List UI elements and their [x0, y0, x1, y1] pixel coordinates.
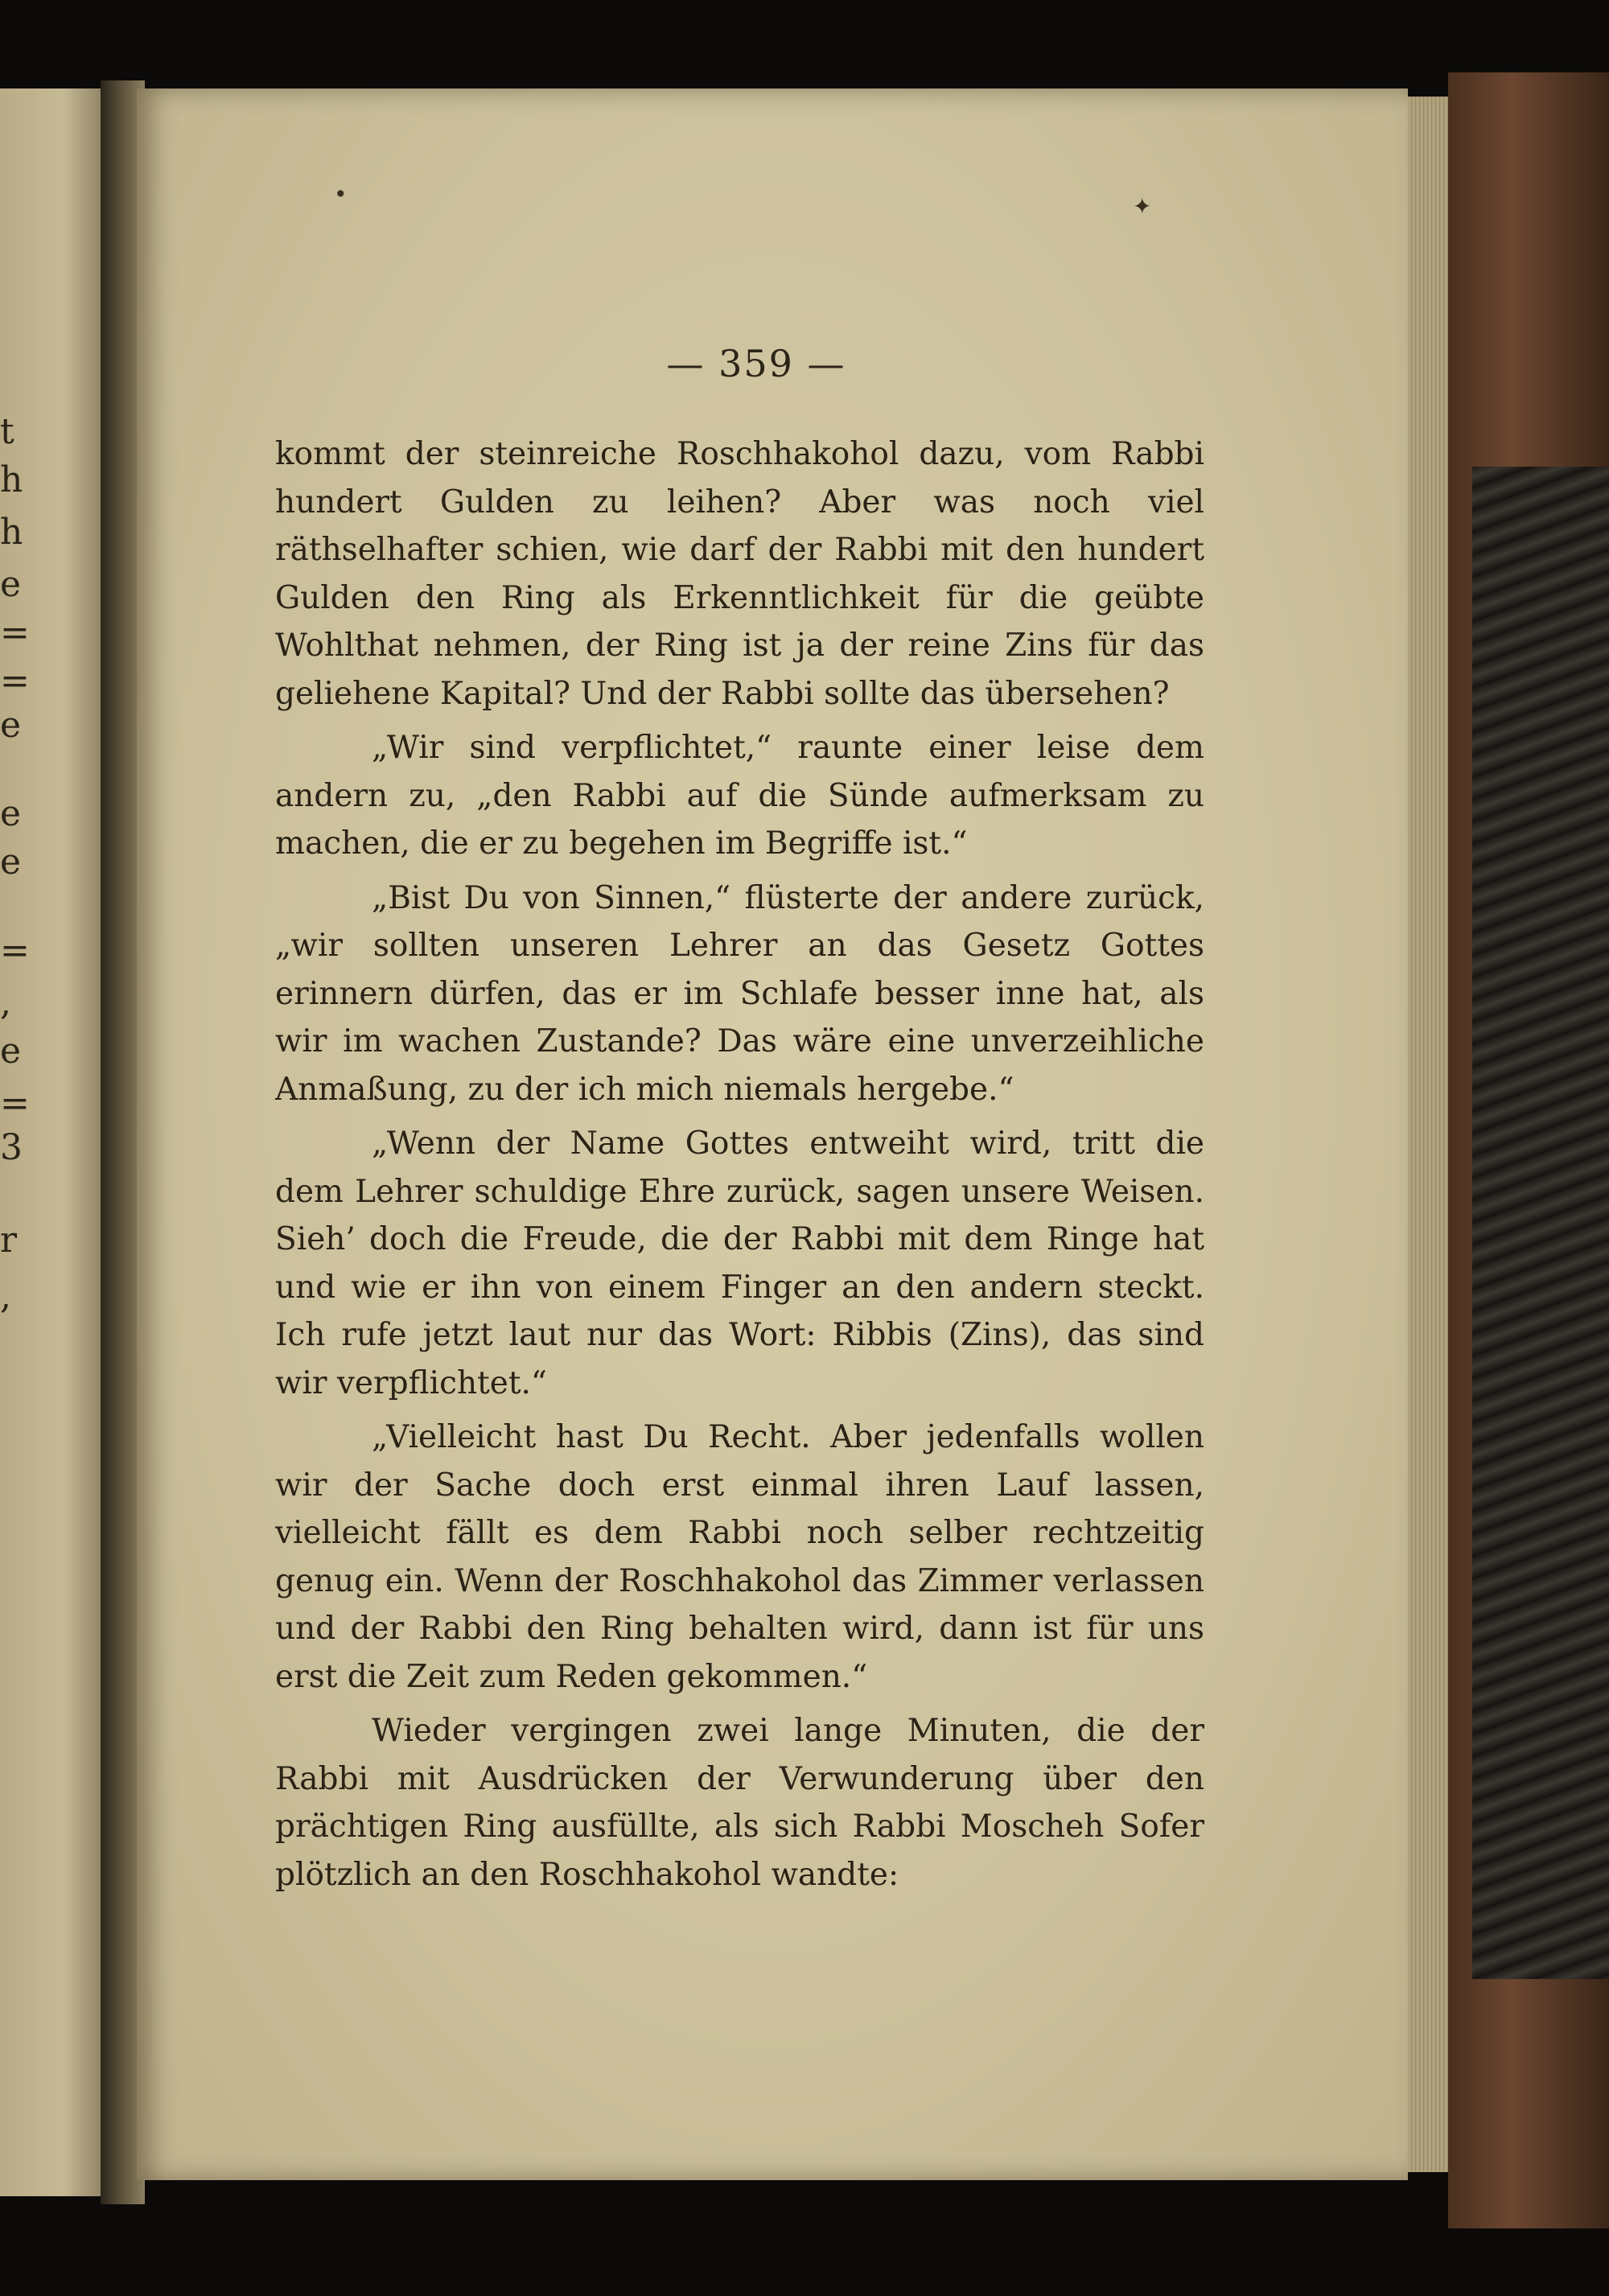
paragraph: „Wir sind verpflichtet,“ raunte einer leise dem andern zu, „den Rabbi auf die Sünde aufmerksam zu machen, die er zu begehen im Begriffe ist.“: [275, 730, 1204, 862]
paragraph: „Vielleicht hast Du Recht. Aber jedenfalls wollen wir der Sache doch erst einmal ihren Lauf lassen, vielleicht fällt es dem Rabbi noch selber rechtzeitig genug ein. Wenn der Roschhakohol das Zimmer verlassen und der Rabbi den Ring behalten wird, dann ist für uns erst die Zeit zum Reden gekommen.“: [275, 1419, 1204, 1695]
paragraph: „Bist Du von Sinnen,“ flüsterte der andere zurück, „wir sollten unseren Lehrer an das Gesetz Gottes erinnern dürfen, das er im Schlafe besser inne hat, als wir im wachen Zustande? Das wäre eine unverzeihliche Anmaßung, zu der ich mich niemals hergebe.“: [275, 879, 1204, 1108]
edge-letter: e: [0, 841, 22, 883]
edge-letter: e: [0, 793, 22, 834]
page-number: — 359 —: [666, 342, 846, 385]
edge-letter: t: [0, 411, 14, 452]
edge-letter: r: [0, 1220, 18, 1261]
edge-letter: h: [0, 512, 23, 553]
previous-page-edge: [0, 88, 105, 2196]
edge-letter: e: [0, 1031, 22, 1072]
edge-letter: =: [0, 930, 30, 971]
body-text: [275, 430, 1204, 1899]
edge-letter: h: [0, 459, 23, 500]
marbled-cover-edge: [1472, 467, 1609, 1979]
edge-letter: 3: [0, 1127, 23, 1168]
edge-letter: =: [0, 1083, 30, 1124]
ink-speck: •: [334, 181, 348, 208]
edge-letter: e: [0, 705, 22, 746]
paragraph: kommt der steinreiche Roschhakohol dazu, vom Rabbi hundert Gulden zu leihen? Aber was noch viel räthselhafter schien, wie darf der Rabbi mit den hundert Gulden den Ring als Erkenntlichkeit für die geübte Wohlthat nehmen, der Ring ist ja der reine Zins für das geliehene Kapital? Und der Rabbi sollte das übersehen?: [275, 436, 1204, 712]
paragraph: Wieder vergingen zwei lange Minuten, die der Rabbi mit Ausdrücken der Verwunderung über den prächtigen Ring ausfüllte, als sich Rabbi Moscheh Sofer plötzlich an den Roschhakohol wandte:: [275, 1713, 1204, 1893]
edge-letter: e: [0, 564, 22, 605]
ink-speck: ✦: [1133, 193, 1152, 220]
edge-letter: ,: [0, 982, 11, 1023]
paragraph: „Wenn der Name Gottes entweiht wird, tritt die dem Lehrer schuldige Ehre zurück, sagen unsere Weisen. Sieh’ doch die Freude, die der Rabbi mit dem Ringe hat und wie er ihn von einem Finger an den andern steckt. Ich rufe jetzt laut nur das Wort: Ribbis (Zins), das sind wir verpflichtet.“: [275, 1125, 1204, 1401]
edge-letter: ,: [0, 1276, 11, 1317]
edge-letter: =: [0, 660, 30, 702]
edge-letter: =: [0, 612, 30, 653]
